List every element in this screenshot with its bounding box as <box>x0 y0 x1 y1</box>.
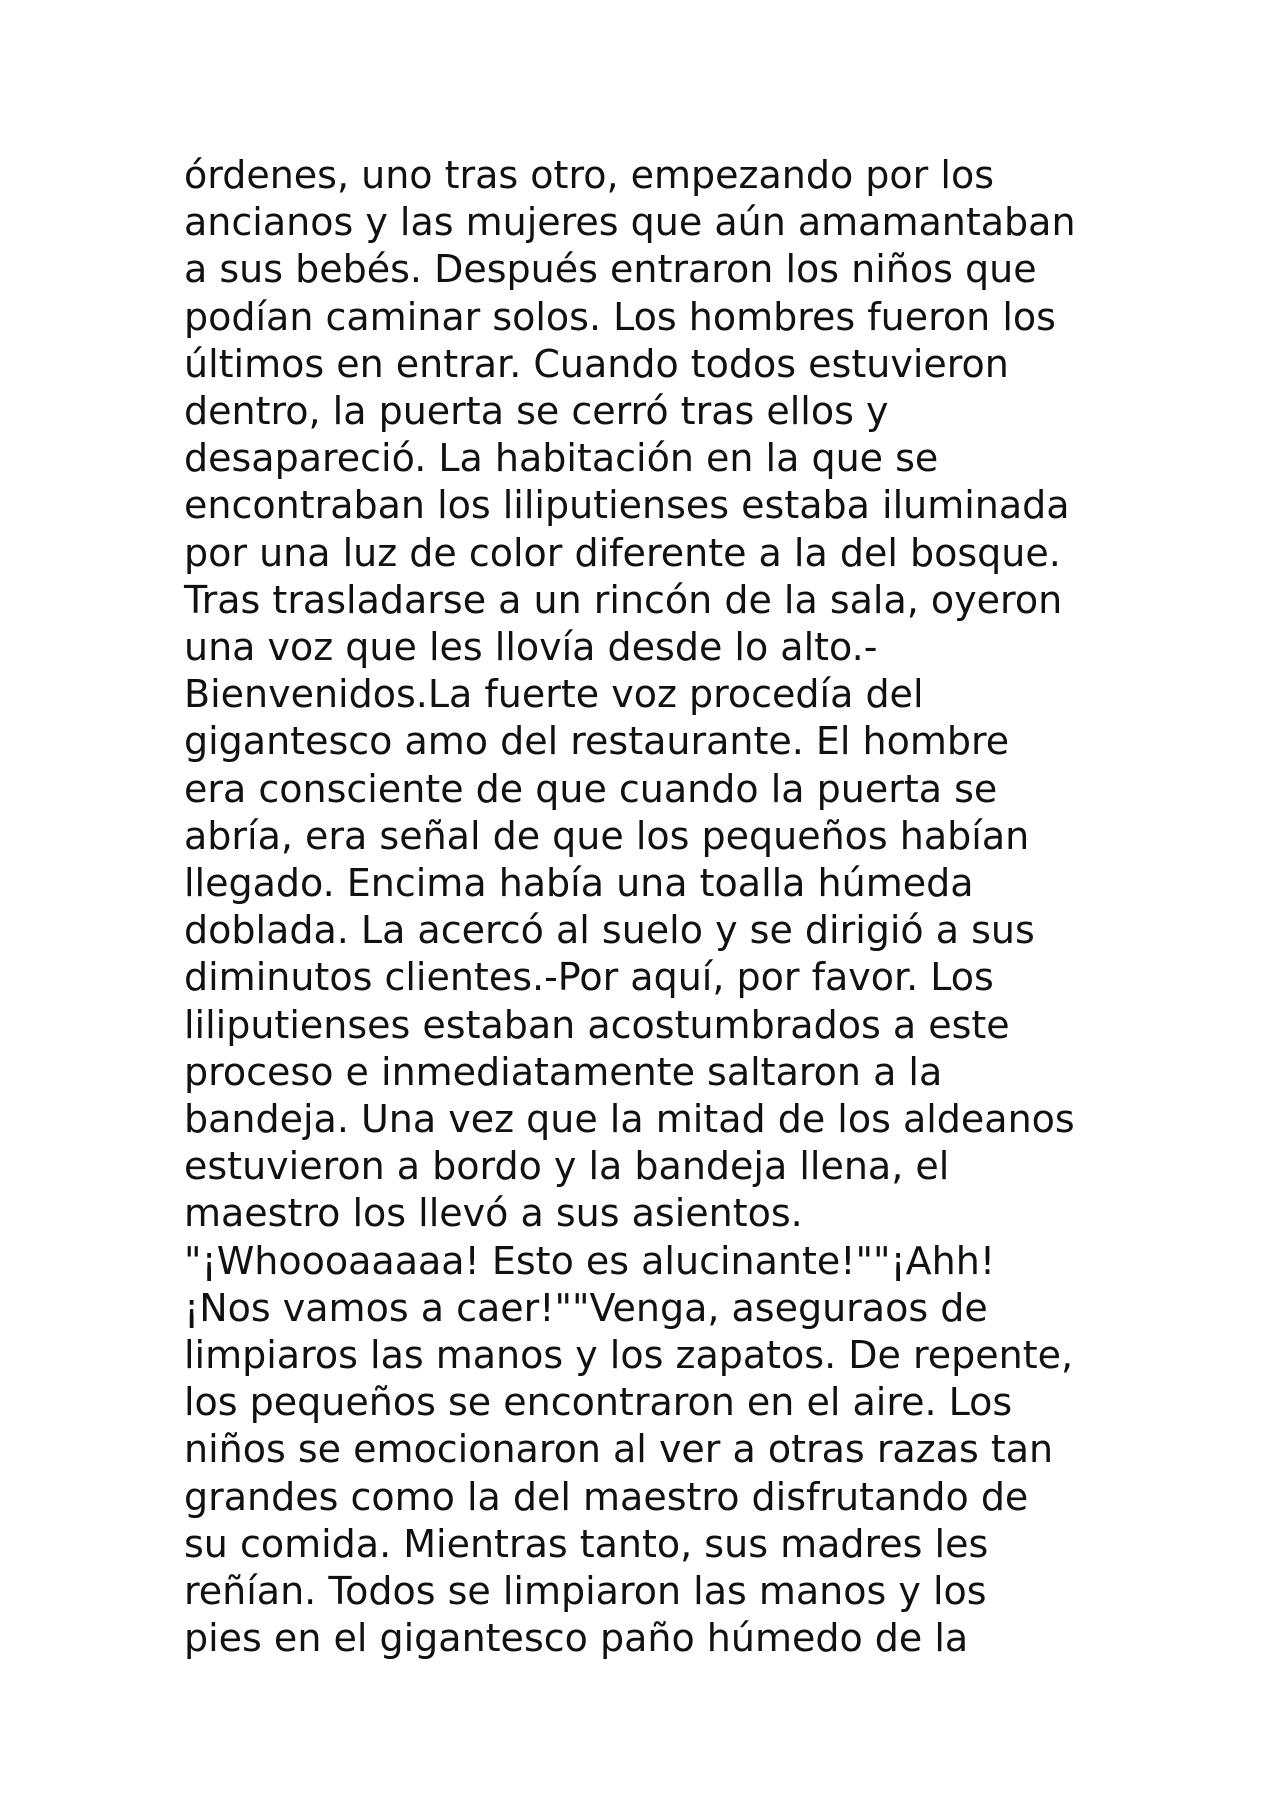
text-line: doblada. La acercó al suelo y se dirigió a sus <box>184 908 1035 953</box>
text-line: órdenes, uno tras otro, empezando por los <box>184 153 994 197</box>
text-line: reñían. Todos se limpiaron las manos y los <box>184 1569 987 1614</box>
text-line: podían caminar solos. Los hombres fueron los <box>184 294 1056 339</box>
text-line: era consciente de que cuando la puerta se <box>184 766 998 811</box>
text-line: bandeja. Una vez que la mitad de los aldeanos <box>184 1097 1075 1142</box>
text-line: dentro, la puerta se cerró tras ellos y <box>184 389 889 434</box>
text-line: llegado. Encima había una toalla húmeda <box>184 861 974 906</box>
text-line: Tras trasladarse a un rincón de la sala, oyeron <box>184 577 1063 622</box>
text-line: pies en el gigantesco paño húmedo de la <box>184 1616 969 1661</box>
text-line: por una luz de color diferente a la del bosque. <box>184 530 1061 575</box>
text-line: limpiaros las manos y los zapatos. De repente, <box>184 1333 1074 1378</box>
text-line: "¡Whoooaaaaa! Esto es alucinante!""¡Ahh! <box>184 1238 996 1283</box>
text-line: ¡Nos vamos a caer!""Venga, aseguraos de <box>184 1285 988 1330</box>
text-line: abría, era señal de que los pequeños habían <box>184 813 1030 858</box>
text-line: Bienvenidos.La fuerte voz procedía del <box>184 672 924 717</box>
text-line: diminutos clientes.-Por aquí, por favor. Los <box>184 955 994 1000</box>
text-line: proceso e inmediatamente saltaron a la <box>184 1049 943 1094</box>
text-line: gigantesco amo del restaurante. El hombre <box>184 719 1010 764</box>
text-line: encontraban los liliputienses estaba iluminada <box>184 483 1070 528</box>
body-text <box>184 152 1184 1663</box>
text-line: su comida. Mientras tanto, sus madres les <box>184 1521 989 1566</box>
text-line: maestro los llevó a sus asientos. <box>184 1191 803 1236</box>
text-line: a sus bebés. Después entraron los niños que <box>184 247 1037 292</box>
text-line: ancianos y las mujeres que aún amamantaban <box>184 200 1076 245</box>
text-line: niños se emocionaron al ver a otras razas tan <box>184 1427 1054 1472</box>
text-line: liliputienses estaban acostumbrados a este <box>184 1002 1010 1047</box>
text-line: los pequeños se encontraron en el aire. Los <box>184 1380 1013 1425</box>
text-line: grandes como la del maestro disfrutando de <box>184 1474 1029 1519</box>
text-line: desapareció. La habitación en la que se <box>184 436 939 481</box>
text-line: estuvieron a bordo y la bandeja llena, el <box>184 1144 950 1189</box>
text-line: últimos en entrar. Cuando todos estuvieron <box>184 341 1009 386</box>
text-line: una voz que les llovía desde lo alto.- <box>184 625 878 670</box>
